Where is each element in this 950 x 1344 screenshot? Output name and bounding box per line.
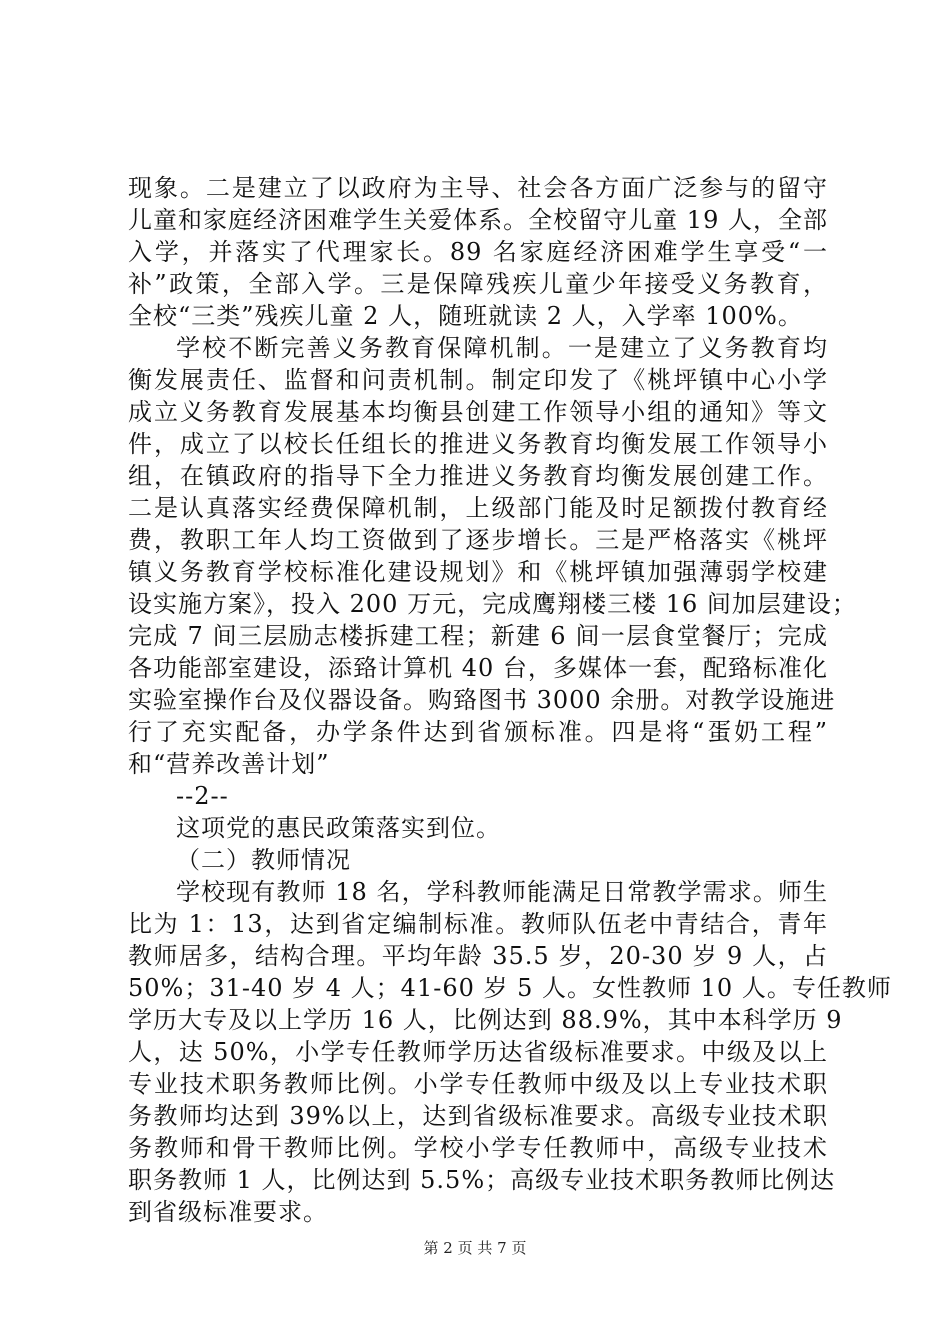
paragraph-start-line: 学校现有教师 18 名，学科教师能满足日常教学需求。师生 <box>176 878 828 906</box>
text-line: 全校“三类”残疾儿童 2 人，随班就读 2 人，入学率 100%。 <box>128 302 803 330</box>
text-line: 组，在镇政府的指导下全力推进义务教育均衡发展创建工作。 <box>128 462 828 490</box>
text-line: 成立义务教育发展基本均衡县创建工作领导小组的通知》等文 <box>128 398 828 426</box>
page-footer: 第 2 页 共 7 页 <box>423 1239 527 1257</box>
text-line: 镇义务教育学校标准化建设规划》和《桃坪镇加强薄弱学校建 <box>128 558 828 586</box>
text-line: 入学，并落实了代理家长。89 名家庭经济困难学生享受“一 <box>128 238 828 266</box>
text-line: 比为 1：13，达到省定编制标准。教师队伍老中青结合，青年 <box>128 910 828 938</box>
text-line: 人，达 50%，小学专任教师学历达省级标准要求。中级及以上 <box>128 1038 828 1066</box>
text-line: 50%；31-40 岁 4 人；41-60 岁 5 人。女性教师 10 人。专任教师 <box>128 974 892 1002</box>
text-line: 教师居多，结构合理。平均年龄 35.5 岁，20-30 岁 9 人，占 <box>128 942 828 970</box>
text-line: 这项党的惠民政策落实到位。 <box>176 814 501 842</box>
text-line: 务教师均达到 39%以上，达到省级标准要求。高级专业技术职 <box>128 1102 828 1130</box>
paragraph-start-line: 学校不断完善义务教育保障机制。一是建立了义务教育均 <box>176 334 828 362</box>
text-line: 儿童和家庭经济困难学生关爱体系。全校留守儿童 19 人，全部 <box>128 206 828 234</box>
text-line: 完成 7 间三层励志楼拆建工程；新建 6 间一层食堂餐厅；完成 <box>128 622 828 650</box>
page-marker: --2-- <box>176 782 229 810</box>
text-line: 专业技术职务教师比例。小学专任教师中级及以上专业技术职 <box>128 1070 828 1098</box>
text-line: 现象。二是建立了以政府为主导、社会各方面广泛参与的留守 <box>128 174 828 202</box>
text-line: 学历大专及以上学历 16 人，比例达到 88.9%，其中本科学历 9 <box>128 1006 843 1034</box>
text-line: 和“营养改善计划” <box>128 750 330 778</box>
text-line: 行了充实配备，办学条件达到省颁标准。四是将“蛋奶工程” <box>128 718 828 746</box>
text-line: 各功能部室建设，添臵计算机 40 台，多媒体一套，配臵标准化 <box>128 654 828 682</box>
text-line: 补”政策，全部入学。三是保障残疾儿童少年接受义务教育， <box>128 270 828 298</box>
section-heading: （二）教师情况 <box>176 846 351 874</box>
text-line: 衡发展责任、监督和问责机制。制定印发了《桃坪镇中心小学 <box>128 366 828 394</box>
text-line: 件，成立了以校长任组长的推进义务教育均衡发展工作领导小 <box>128 430 828 458</box>
text-line: 设实施方案》，投入 200 万元，完成鹰翔楼三楼 16 间加层建设； <box>128 590 857 618</box>
text-line: 务教师和骨干教师比例。学校小学专任教师中，高级专业技术 <box>128 1134 828 1162</box>
text-line: 到省级标准要求。 <box>128 1198 328 1226</box>
text-line: 二是认真落实经费保障机制，上级部门能及时足额拨付教育经 <box>128 494 828 522</box>
text-line: 费，教职工年人均工资做到了逐步增长。三是严格落实《桃坪 <box>128 526 828 554</box>
text-line: 实验室操作台及仪器设备。购臵图书 3000 余册。对教学设施进 <box>128 686 836 714</box>
text-line: 职务教师 1 人，比例达到 5.5%；高级专业技术职务教师比例达 <box>128 1166 836 1194</box>
document-body <box>128 172 892 1228</box>
